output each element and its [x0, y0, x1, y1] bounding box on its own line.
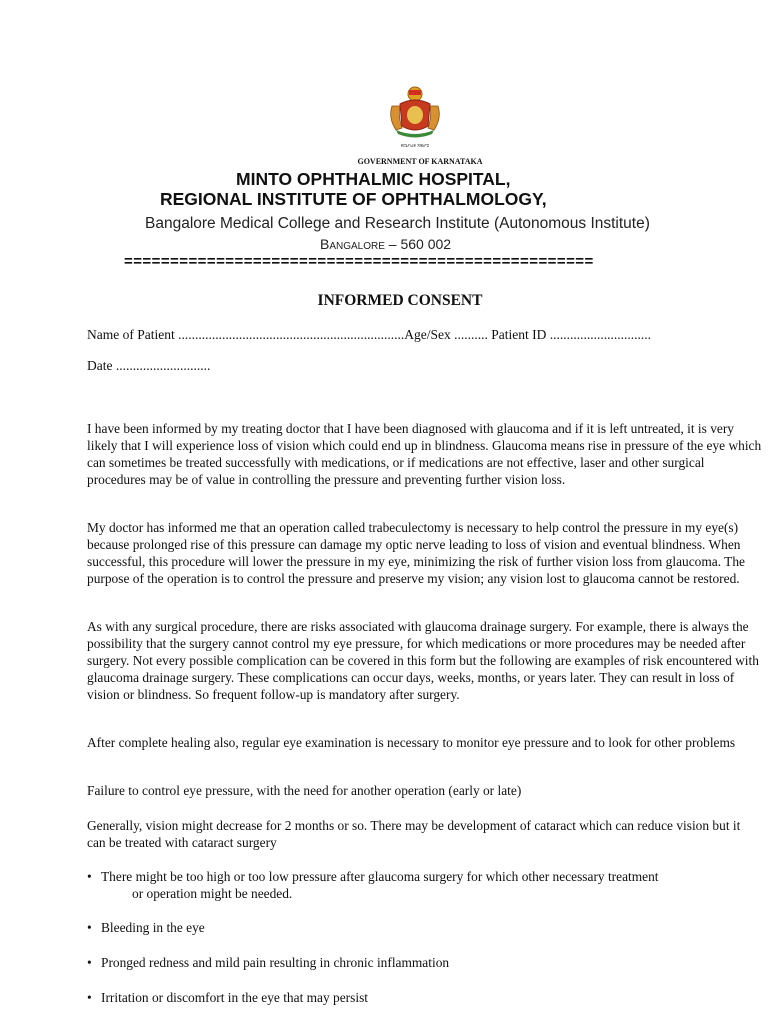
- document-title: INFORMED CONSENT: [317, 292, 483, 309]
- city-address: [320, 236, 451, 252]
- bullet-marker: •: [87, 955, 92, 970]
- list-item: [87, 868, 761, 902]
- list-item-text: Bleeding in the eye: [101, 920, 205, 935]
- pin-code: – 560 002: [384, 236, 452, 252]
- list-item-text: Pronged redness and mild pain resulting in chronic inflammation: [101, 955, 450, 970]
- paragraph-operation: My doctor has informed me that an operation called trabeculectomy is necessary to help control the pressure in my eye(s) because prolonged rise of this pressure can damage my optic nerve leading to loss of vision and eventual blindness. When successful, this procedure will lower the pressure in my eye, minimizing the risk of further vision loss from glaucoma. The purpose of the operation is to control the pressure and preserve my vision; any vision lost to glaucoma cannot be restored.: [87, 520, 745, 586]
- state-emblem-logo: [386, 84, 444, 150]
- list-item-text: There might be too high or too low pressure after glaucoma surgery for which other necessary treatment: [101, 869, 659, 884]
- bullet-marker: •: [87, 920, 92, 935]
- hospital-name: MINTO OPHTHALMIC HOSPITAL,: [236, 169, 511, 189]
- patient-details-line: Name of Patient ...................................................................Age/Sex .......... Patient ID ..............................: [87, 327, 651, 342]
- list-item-text-continued: or operation might be needed.: [132, 886, 293, 901]
- bullet-marker: •: [87, 869, 92, 884]
- government-label: GOVERNMENT OF KARNATAKA: [357, 157, 483, 166]
- list-item: [87, 954, 761, 971]
- list-item-text: Irritation or discomfort in the eye that may persist: [101, 990, 368, 1005]
- paragraph-diagnosis: I have been informed by my treating doctor that I have been diagnosed with glaucoma and if it is left untreated, it is very likely that I will experience loss of vision which could end up in blindness. Glaucoma means rise in pressure of the eye which can sometimes be treated successfully with medications, or if medications are not effective, laser and other surgical procedures may be of value in controlling the pressure and preventing further vision loss.: [87, 421, 762, 487]
- paragraph-failure: Failure to control eye pressure, with the need for another operation (early or late): [87, 783, 522, 798]
- list-item: [87, 919, 761, 936]
- college-name: Bangalore Medical College and Research Institute (Autonomous Institute): [145, 215, 650, 232]
- paragraph-vision: Generally, vision might decrease for 2 months or so. There may be development of cataract which can reduce vision but it can be treated with cataract surgery: [87, 818, 741, 850]
- city-name: Bangalore: [320, 236, 385, 252]
- header-divider: ===================================================: [124, 253, 594, 270]
- date-line: Date ............................: [87, 358, 211, 373]
- paragraph-risks: As with any surgical procedure, there are risks associated with glaucoma drainage surgery. For example, there is always the possibility that the surgery cannot control my eye pressure, for which medications or more procedures may be needed after surgery. Not every possible complication can be covered in this form but the following are examples of risk encountered with glaucoma drainage surgery. These complications can occur days, weeks, months, or years later. They can result in loss of vision or blindness. So frequent follow-up is mandatory after surgery.: [87, 619, 759, 702]
- list-item: [87, 989, 761, 1006]
- bullet-marker: •: [87, 990, 92, 1005]
- paragraph-follow-up: After complete healing also, regular eye examination is necessary to monitor eye pressure and to look for other problems: [87, 735, 736, 750]
- institute-name: REGIONAL INSTITUTE OF OPHTHALMOLOGY,: [160, 189, 547, 209]
- emblem-caption: ಕರ್ನಾಟಕ ಸರ್ಕಾರ: [400, 143, 430, 149]
